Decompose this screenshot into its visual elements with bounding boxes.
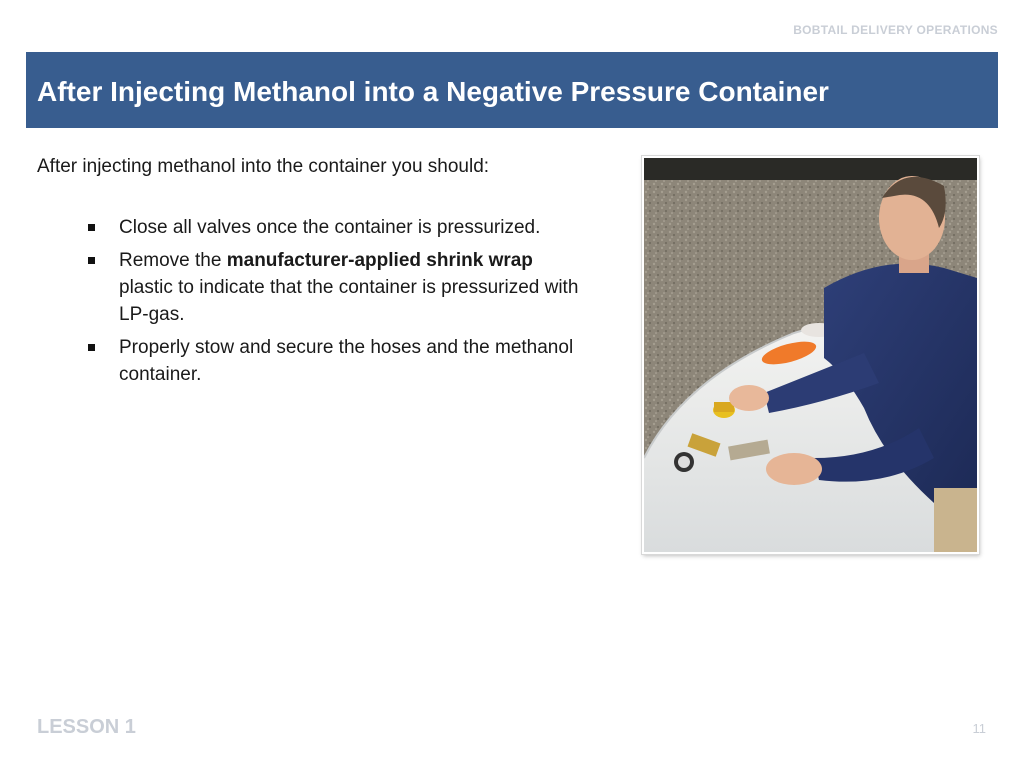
photo-technician-at-tank — [642, 156, 979, 554]
bullet-square-icon — [88, 344, 95, 351]
bullet-item — [84, 247, 589, 328]
bullet-square-icon — [88, 224, 95, 231]
page-number: 11 — [972, 721, 986, 736]
bullet-text: plastic to indicate that the container is pressurized with LP-gas. — [119, 277, 579, 325]
bullet-text: Close all valves once the container is pressurized. — [119, 217, 541, 238]
lesson-label: LESSON 1 — [37, 716, 136, 738]
title-bar — [26, 52, 998, 128]
bullet-bold-text: manufacturer-applied shrink wrap — [226, 250, 533, 271]
bullet-square-icon — [88, 257, 95, 264]
intro-text: After injecting methanol into the container you should: — [37, 156, 490, 177]
bullet-list — [84, 214, 589, 394]
bullet-item — [84, 334, 589, 388]
bullet-text: Remove the — [119, 250, 227, 271]
bullet-text: Properly stow and secure the hoses and the methanol container. — [119, 337, 574, 385]
bullet-item — [84, 214, 589, 241]
section-label: BOBTAIL DELIVERY OPERATIONS — [793, 23, 998, 37]
slide-title: After Injecting Methanol into a Negative Pressure Container — [37, 76, 829, 107]
